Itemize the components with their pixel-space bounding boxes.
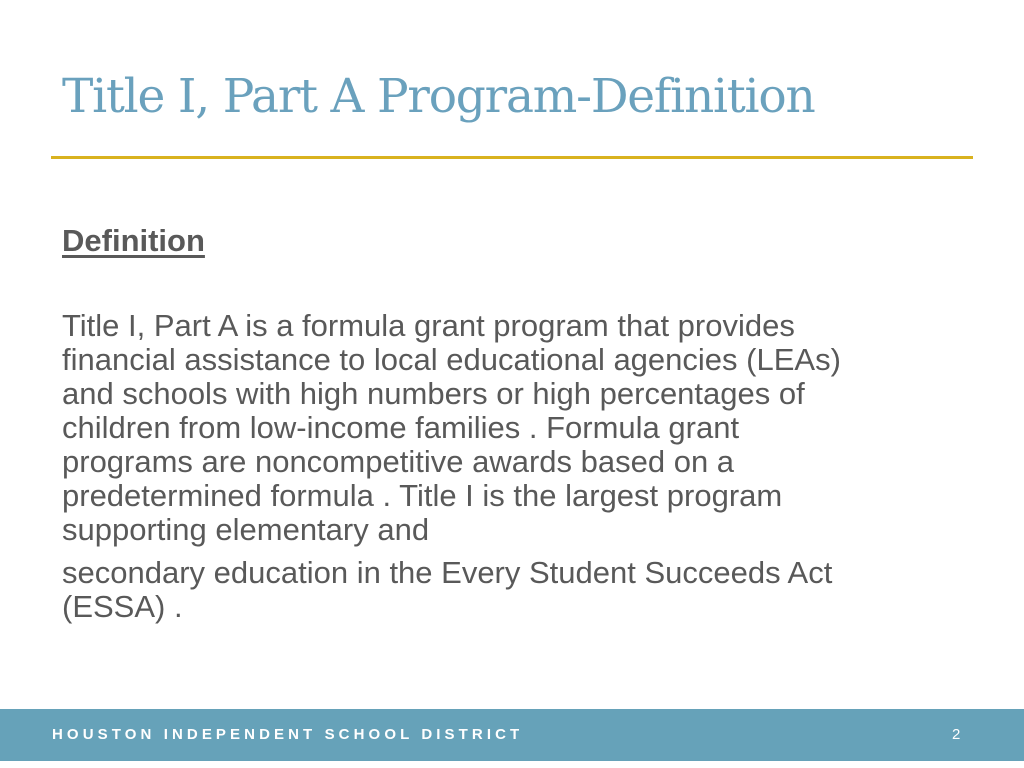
text-line: (ESSA) .: [62, 589, 183, 624]
text-line: predetermined formula . Title I is the largest program: [62, 478, 783, 513]
definition-paragraph-continued: [62, 556, 982, 624]
slide-page-number: 2: [952, 726, 961, 743]
section-heading: Definition: [62, 223, 205, 258]
text-line: secondary education in the Every Student Succeeds Act: [62, 555, 833, 590]
text-line: Title I, Part A is a formula grant program that provides: [62, 308, 795, 343]
text-line: supporting elementary and: [62, 512, 430, 547]
title-divider: [51, 156, 973, 159]
footer-band: [0, 709, 1024, 761]
definition-body: [62, 309, 982, 624]
slide-title: Title I, Part A Program-Definition: [62, 69, 815, 124]
text-line: financial assistance to local educational agencies (LEAs): [62, 342, 841, 377]
text-line: and schools with high numbers or high percentages of: [62, 376, 805, 411]
footer-organization-name: HOUSTON INDEPENDENT SCHOOL DISTRICT: [52, 726, 524, 743]
definition-paragraph: [62, 309, 982, 547]
text-line: programs are noncompetitive awards based on a: [62, 444, 735, 479]
text-line: children from low-income families . Formula grant: [62, 410, 740, 445]
